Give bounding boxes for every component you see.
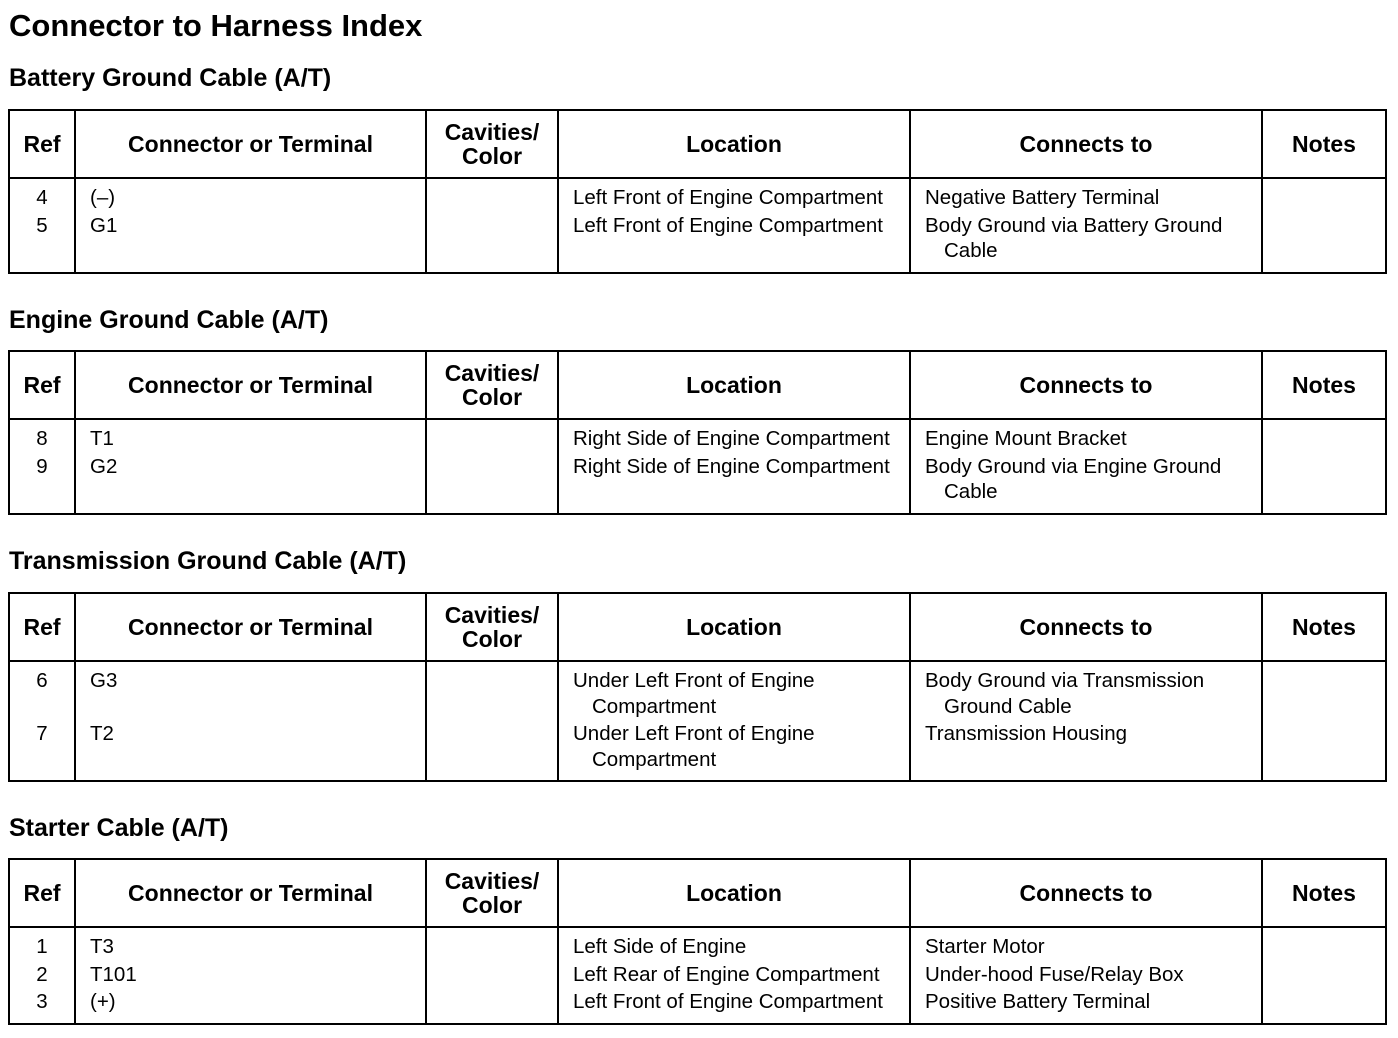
- header-location: [558, 859, 910, 927]
- header-row: [9, 351, 1386, 419]
- header-label: Location: [686, 880, 782, 906]
- header-cavities: [426, 593, 558, 661]
- header-notes: [1262, 593, 1386, 661]
- header-connector: [75, 859, 426, 927]
- connector-value: G1: [90, 213, 118, 237]
- connects-to-value: Under-hood Fuse/Relay Box: [925, 962, 1184, 986]
- cavities-cell: [426, 927, 558, 1024]
- header-connector: [75, 110, 426, 178]
- location-value: Right Side of Engine Compartment: [573, 427, 890, 450]
- header-label: Color: [461, 626, 523, 652]
- connects-to-cell: [910, 178, 1262, 273]
- header-row: [9, 593, 1386, 661]
- connects-to-value: Cable: [944, 480, 998, 503]
- ref-value: 3: [36, 990, 48, 1013]
- connector-value: T3: [90, 935, 114, 958]
- notes-cell: [1262, 419, 1386, 514]
- location-cell: [558, 927, 910, 1024]
- header-label: Notes: [1292, 614, 1356, 640]
- connector-cell: [75, 661, 426, 781]
- header-connects-to: [910, 859, 1262, 927]
- section-title: Engine Ground Cable (A/T): [9, 306, 329, 334]
- header-label: Ref: [23, 614, 61, 640]
- table-row: [9, 178, 1386, 273]
- location-value: Left Front of Engine Compartment: [573, 213, 883, 237]
- connects-to-value: Body Ground via Battery Ground: [925, 213, 1223, 237]
- notes-cell: [1262, 661, 1386, 781]
- ref-value: 2: [36, 962, 48, 986]
- ref-value: 7: [36, 722, 48, 745]
- header-label: Ref: [23, 880, 61, 906]
- connector-cell: [75, 927, 426, 1024]
- header-label: Cavities/: [444, 602, 540, 628]
- location-cell: [558, 661, 910, 781]
- ref-value: 9: [36, 454, 48, 478]
- connector-value: T2: [90, 722, 114, 745]
- header-label: Cavities/: [444, 868, 540, 894]
- header-location: [558, 351, 910, 419]
- header-connects-to: [910, 593, 1262, 661]
- header-label: Color: [461, 384, 523, 410]
- connector-table: [8, 592, 1387, 782]
- header-label: Ref: [23, 372, 61, 398]
- section-title: Starter Cable (A/T): [9, 814, 229, 842]
- header-label: Cavities/: [444, 119, 540, 145]
- connects-to-value: Ground Cable: [944, 694, 1072, 718]
- connects-to-cell: [910, 419, 1262, 514]
- location-value: Compartment: [592, 747, 717, 771]
- ref-cell: [9, 178, 75, 273]
- header-label: Ref: [23, 131, 61, 157]
- connects-to-cell: [910, 927, 1262, 1024]
- location-value: Left Front of Engine Compartment: [573, 990, 883, 1013]
- header-cavities: [426, 110, 558, 178]
- header-connects-to: [910, 110, 1262, 178]
- location-cell: [558, 178, 910, 273]
- cavities-cell: [426, 419, 558, 514]
- connector-table: [8, 350, 1387, 515]
- header-label: Location: [686, 372, 782, 398]
- table-row: [9, 927, 1386, 1024]
- location-value: Left Side of Engine: [573, 935, 747, 958]
- connector-cell: [75, 419, 426, 514]
- ref-cell: [9, 927, 75, 1024]
- ref-value: 4: [36, 186, 48, 209]
- cavities-cell: [426, 661, 558, 781]
- connector-value: (+): [90, 990, 116, 1013]
- header-ref: [9, 110, 75, 178]
- section-title: Battery Ground Cable (A/T): [9, 64, 332, 92]
- connector-table: [8, 858, 1387, 1025]
- header-cavities: [426, 859, 558, 927]
- connects-to-value: Starter Motor: [925, 935, 1045, 958]
- header-notes: [1262, 110, 1386, 178]
- header-label: Cavities/: [444, 360, 540, 386]
- location-cell: [558, 419, 910, 514]
- ref-cell: [9, 419, 75, 514]
- notes-cell: [1262, 927, 1386, 1024]
- location-value: Compartment: [592, 694, 717, 718]
- header-label: Connects to: [1019, 131, 1153, 157]
- connects-to-value: Transmission Housing: [925, 722, 1128, 745]
- connector-value: T101: [90, 962, 137, 986]
- header-label: Notes: [1292, 372, 1356, 398]
- connector-cell: [75, 178, 426, 273]
- header-label: Notes: [1292, 131, 1356, 157]
- header-location: [558, 593, 910, 661]
- connector-value: G2: [90, 454, 118, 478]
- header-cavities: [426, 351, 558, 419]
- header-ref: [9, 593, 75, 661]
- table-row: [9, 661, 1386, 781]
- header-label: Color: [461, 143, 523, 169]
- header-label: Connector or Terminal: [128, 372, 373, 398]
- table-row: [9, 419, 1386, 514]
- connects-to-cell: [910, 661, 1262, 781]
- connects-to-value: Positive Battery Terminal: [925, 990, 1151, 1013]
- header-label: Connects to: [1019, 880, 1153, 906]
- header-label: Connector or Terminal: [128, 880, 373, 906]
- ref-cell: [9, 661, 75, 781]
- section-title: Transmission Ground Cable (A/T): [9, 547, 407, 575]
- header-label: Color: [461, 892, 523, 918]
- connects-to-value: Negative Battery Terminal: [925, 186, 1160, 209]
- ref-value: 1: [36, 935, 48, 958]
- header-connector: [75, 351, 426, 419]
- header-ref: [9, 859, 75, 927]
- connects-to-value: Body Ground via Transmission: [925, 669, 1205, 692]
- connects-to-value: Body Ground via Engine Ground: [925, 454, 1222, 478]
- connector-value: G3: [90, 669, 118, 692]
- connector-value: T1: [90, 427, 114, 450]
- connects-to-value: Engine Mount Bracket: [925, 427, 1127, 450]
- header-label: Location: [686, 131, 782, 157]
- header-notes: [1262, 351, 1386, 419]
- location-value: Left Front of Engine Compartment: [573, 186, 883, 209]
- header-row: [9, 110, 1386, 178]
- connects-to-value: Cable: [944, 239, 998, 262]
- connector-value: (–): [90, 186, 116, 209]
- header-connects-to: [910, 351, 1262, 419]
- connector-table: [8, 109, 1387, 274]
- header-location: [558, 110, 910, 178]
- header-row: [9, 859, 1386, 927]
- location-value: Right Side of Engine Compartment: [573, 454, 890, 478]
- location-value: Left Rear of Engine Compartment: [573, 962, 880, 986]
- header-ref: [9, 351, 75, 419]
- header-label: Connector or Terminal: [128, 614, 373, 640]
- notes-cell: [1262, 178, 1386, 273]
- header-label: Connects to: [1019, 372, 1153, 398]
- header-label: Connects to: [1019, 614, 1153, 640]
- header-notes: [1262, 859, 1386, 927]
- ref-value: 6: [36, 669, 48, 692]
- ref-value: 8: [36, 427, 48, 450]
- header-label: Location: [686, 614, 782, 640]
- location-value: Under Left Front of Engine: [573, 722, 815, 745]
- header-label: Connector or Terminal: [128, 131, 373, 157]
- header-connector: [75, 593, 426, 661]
- cavities-cell: [426, 178, 558, 273]
- location-value: Under Left Front of Engine: [573, 669, 815, 692]
- ref-value: 5: [36, 213, 48, 237]
- page-title: Connector to Harness Index: [9, 8, 423, 43]
- header-label: Notes: [1292, 880, 1356, 906]
